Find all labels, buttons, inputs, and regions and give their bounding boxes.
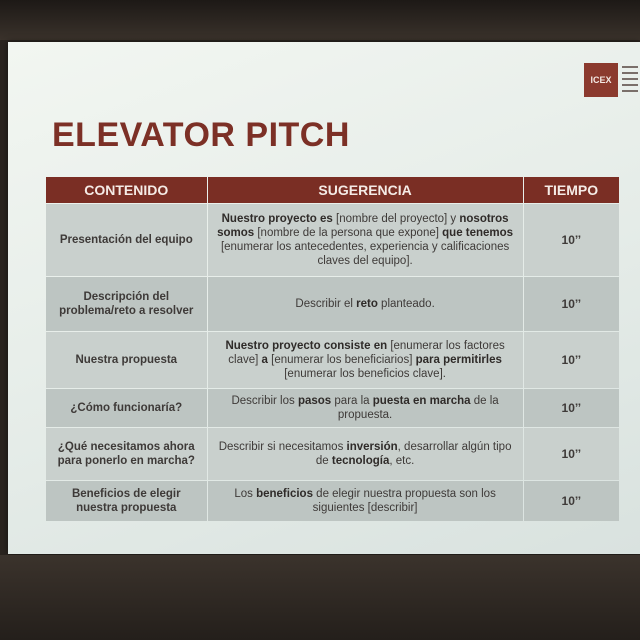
- suggestion-segment: Nuestro proyecto consiste en: [225, 340, 388, 352]
- header-suggestion: SUGERENCIA: [208, 177, 523, 203]
- cell-time: 10’’: [524, 204, 619, 276]
- suggestion-segment: Describir si necesitamos: [218, 441, 347, 453]
- cell-content: Beneficios de elegir nuestra propuesta: [46, 481, 207, 521]
- icex-logo: [584, 63, 618, 97]
- slide-title: ELEVATOR PITCH: [52, 116, 350, 154]
- suggestion-segment: para permitirles: [415, 354, 502, 366]
- cell-time: 10’’: [524, 277, 619, 331]
- suggestion-segment: pasos: [297, 395, 332, 407]
- suggestion-segment: planteado.: [377, 298, 435, 310]
- cell-time: 10’’: [524, 389, 619, 427]
- suggestion-segment: a: [261, 354, 268, 366]
- cell-content: Presentación del equipo: [46, 204, 207, 276]
- logo-text: ICEX: [590, 75, 612, 85]
- header-content: CONTENIDO: [46, 177, 207, 203]
- suggestion-segment: nosotros somos: [217, 213, 509, 239]
- suggestion-segment: , desarrollar algún tipo de: [315, 441, 512, 467]
- cell-time: 10’’: [524, 481, 619, 521]
- logo-subtext-lines: [622, 66, 640, 98]
- cell-content: Descripción del problema/reto a resolver: [46, 277, 207, 331]
- cell-content: Nuestra propuesta: [46, 332, 207, 388]
- table-row: [46, 428, 619, 480]
- cell-suggestion: [208, 481, 523, 521]
- suggestion-segment: beneficios: [256, 488, 313, 500]
- cell-content: ¿Qué necesitamos ahora para ponerlo en marcha?: [46, 428, 207, 480]
- room-background-top: [0, 0, 640, 40]
- cell-suggestion: [208, 277, 523, 331]
- suggestion-segment: [enumerar los beneficios clave].: [284, 368, 446, 380]
- suggestion-segment: [nombre del proyecto] y: [332, 213, 460, 225]
- suggestion-segment: [nombre de la persona que expone]: [254, 227, 443, 239]
- cell-suggestion: [208, 428, 523, 480]
- table-header-row: [46, 177, 619, 203]
- suggestion-segment: Describir el: [295, 298, 357, 310]
- table-row: [46, 277, 619, 331]
- cell-time: 10’’: [524, 332, 619, 388]
- header-time: TIEMPO: [524, 177, 619, 203]
- suggestion-segment: [enumerar los factores clave]: [228, 340, 505, 366]
- cell-suggestion: [208, 389, 523, 427]
- table-row: [46, 332, 619, 388]
- pitch-table: [45, 176, 620, 522]
- suggestion-segment: , etc.: [389, 455, 415, 467]
- suggestion-segment: tecnología: [331, 455, 390, 467]
- cell-time: 10’’: [524, 428, 619, 480]
- suggestion-segment: inversión: [346, 441, 398, 453]
- room-background-bottom: [0, 555, 640, 640]
- cell-suggestion: [208, 332, 523, 388]
- suggestion-segment: Nuestro proyecto es: [221, 213, 333, 225]
- table-row: [46, 389, 619, 427]
- suggestion-segment: reto: [356, 298, 378, 310]
- suggestion-segment: Describir los: [231, 395, 298, 407]
- suggestion-segment: de la propuesta.: [337, 395, 499, 421]
- table-row: [46, 204, 619, 276]
- table-row: [46, 481, 619, 521]
- suggestion-segment: de elegir nuestra propuesta son los siguientes [describir]: [312, 488, 496, 514]
- suggestion-segment: para la: [331, 395, 373, 407]
- suggestion-segment: Los: [234, 488, 257, 500]
- suggestion-segment: puesta en marcha: [372, 395, 471, 407]
- cell-suggestion: [208, 204, 523, 276]
- suggestion-segment: que tenemos: [442, 227, 514, 239]
- suggestion-segment: [enumerar los antecedentes, experiencia y calificaciones claves del equipo].: [220, 241, 510, 267]
- cell-content: ¿Cómo funcionaría?: [46, 389, 207, 427]
- suggestion-segment: [enumerar los beneficiarios]: [267, 354, 416, 366]
